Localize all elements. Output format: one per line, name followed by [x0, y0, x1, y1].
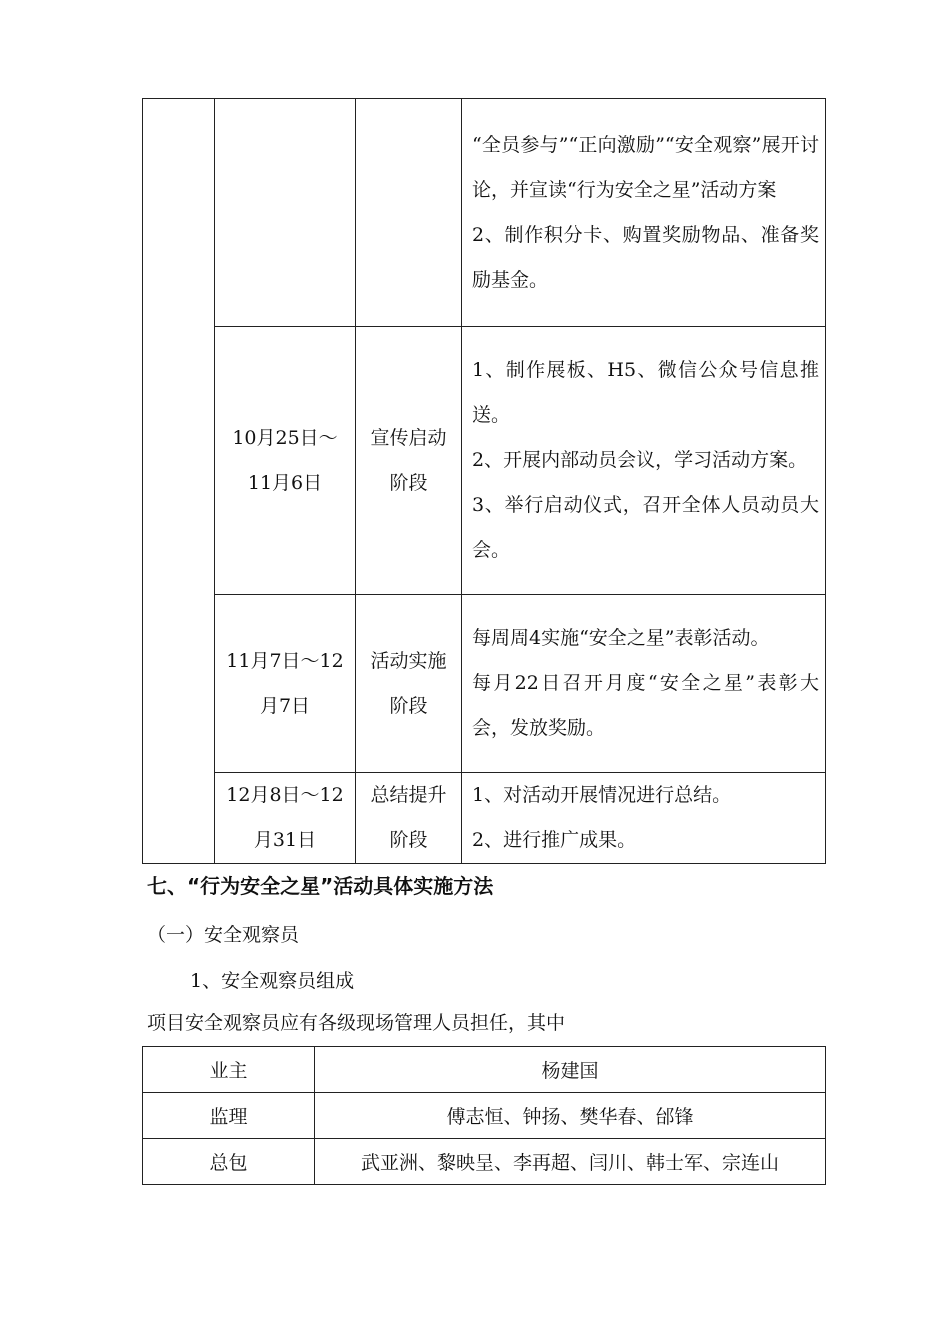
observer-table [142, 1046, 826, 1185]
names-cell: 武亚洲、黎映呈、李再超、闫川、韩士军、宗连山 [315, 1139, 826, 1185]
content-cell [462, 327, 826, 595]
phase-text: 总结提升阶段 [370, 784, 447, 851]
date-cell [215, 327, 356, 595]
role-cell: 总包 [143, 1139, 315, 1185]
section-heading: 七、“行为安全之星”活动具体实施方法 [147, 874, 494, 898]
content-cell [462, 595, 826, 773]
phase-cell [356, 99, 462, 327]
names-cell: 傅志恒、钟扬、樊华春、邰锋 [315, 1093, 826, 1139]
date-text: 10月25日～11月6日 [232, 426, 338, 494]
intro-text: 项目安全观察员应有各级现场管理人员担任，其中 [147, 1012, 566, 1034]
content-cell [462, 99, 826, 327]
phase-cell [356, 595, 462, 773]
date-text: 12月8日～12月31日 [226, 784, 344, 851]
content-text: 每周周4实施“安全之星”表彰活动。 每月22日召开月度“安全之星”表彰大会，发放奖励。 [472, 627, 819, 739]
role-cell: 监理 [143, 1093, 315, 1139]
table-row [143, 327, 826, 595]
names-cell: 杨建国 [315, 1047, 826, 1093]
subsection-heading: （一）安全观察员 [147, 924, 300, 946]
schedule-table [142, 98, 826, 864]
merged-category-cell [143, 99, 215, 864]
phase-cell [356, 327, 462, 595]
date-cell [215, 773, 356, 864]
content-text: 1、制作展板、H5、微信公众号信息推送。 2、开展内部动员会议，学习活动方案。 3、举行启动仪式，召开全体人员动员大会。 [472, 359, 819, 561]
table-row [143, 773, 826, 864]
table-row [143, 1139, 826, 1185]
table-row [143, 1093, 826, 1139]
date-cell [215, 595, 356, 773]
date-text: 11月7日～12月7日 [226, 649, 344, 717]
phase-cell [356, 773, 462, 864]
phase-text: 活动实施阶段 [370, 649, 447, 717]
content-text: 1、对活动开展情况进行总结。 2、进行推广成果。 [472, 784, 732, 851]
table-row [143, 99, 826, 327]
phase-text: 宣传启动阶段 [370, 426, 447, 494]
content-cell [462, 773, 826, 864]
table-row [143, 595, 826, 773]
role-cell: 业主 [143, 1047, 315, 1093]
table-row [143, 1047, 826, 1093]
date-cell [215, 99, 356, 327]
item-heading: 1、安全观察员组成 [190, 970, 355, 992]
content-text: “全员参与”“正向激励”“安全观察”展开讨论，并宣读“行为安全之星”活动方案 2、制作积分卡、购置奖励物品、准备奖励基金。 [472, 133, 819, 291]
